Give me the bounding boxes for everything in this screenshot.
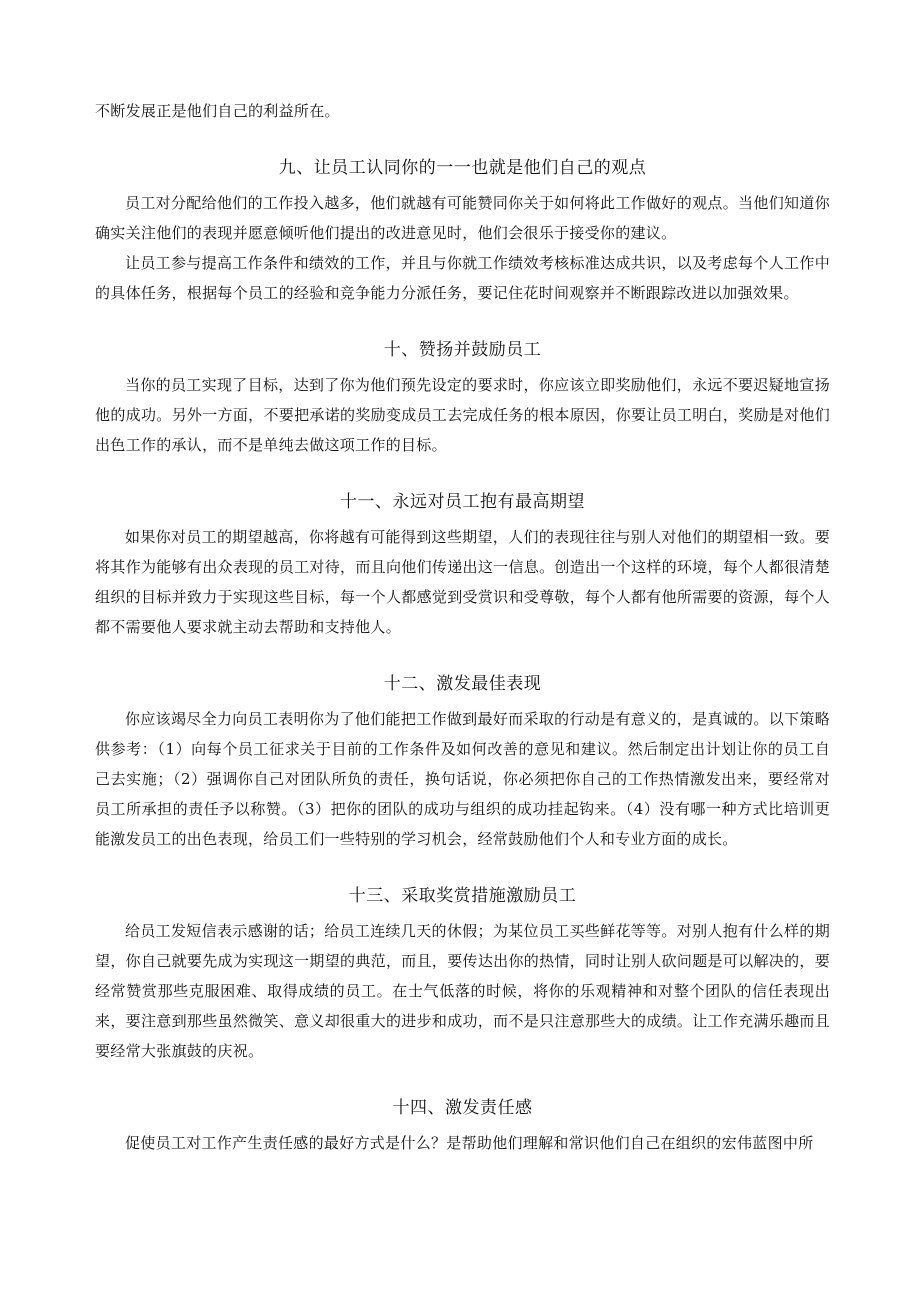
body-paragraph: 员工对分配给他们的工作投入越多，他们就越有可能赞同你关于如何将此工作做好的观点。当他们知道你确实关注他们的表现并愿意倾听他们提出的改进意见时，他们会很乐于接受你的建议。 [95, 194, 830, 242]
body-paragraph: 你应该竭尽全力向员工表明你为了他们能把工作做到最好而采取的行动是有意义的，是真诚的。以下策略供参考：（1）向每个员工征求关于目前的工作条件及如何改善的意见和建议。然后制定出计划让你的员工自己去实施；（2）强调你自己对团队所负的责任，换句话说，你必须把你自己的工作热情激发出来，要经常对员工所承担的责任予以称赞。（3）把你的团队的成功与组织的成功挂起钩来。（4）没有哪一种方式比培训更能激发员工的出色表现，给员工们一些特别的学习机会，经常鼓励他们个人和专业方面的成长。 [95, 710, 830, 848]
section-heading: 九、让员工认同你的一一也就是他们自己的观点 [278, 158, 647, 178]
section-heading: 十、赞扬并鼓励员工 [383, 340, 542, 360]
section-10 [95, 308, 830, 460]
section-13 [95, 854, 830, 1066]
section-9 [95, 126, 830, 308]
document-page [95, 96, 830, 1158]
body-paragraph: 当你的员工实现了目标，达到了你为他们预先设定的要求时，你应该立即奖励他们，永远不要迟疑地宣扬他的成功。另外一方面，不要把承诺的奖励变成员工去完成任务的根本原因，你要让员工明白，奖励是对他们出色工作的承认，而不是单纯去做这项工作的目标。 [95, 376, 830, 454]
section-14 [95, 1066, 830, 1158]
section-11 [95, 460, 830, 642]
section-heading: 十二、激发最佳表现 [383, 674, 542, 694]
body-paragraph: 给员工发短信表示感谢的话；给员工连续几天的休假；为某位员工买些鲜花等等。对别人抱有什么样的期望，你自己就要先成为实现这一期望的典范，而且，要传达出你的热情，同时让别人砍问题是可以解决的，要经常赞赏那些克服困难、取得成绩的员工。在士气低落的时候，将你的乐观精神和对整个团队的信任表现出来，要注意到那些虽然微笑、意义却很重大的进步和成功，而不是只注意那些大的成绩。让工作充满乐趣而且要经常大张旗鼓的庆祝。 [95, 922, 830, 1060]
section-12 [95, 642, 830, 854]
body-paragraph: 让员工参与提高工作条件和绩效的工作，并且与你就工作绩效考核标准达成共识，以及考虑每个人工作中的具体任务，根据每个员工的经验和竞争能力分派任务，要记住花时间观察并不断跟踪改进以加强效果。 [95, 254, 830, 302]
section-heading: 十三、采取奖赏措施激励员工 [348, 886, 577, 906]
section-heading: 十四、激发责任感 [392, 1098, 533, 1118]
section-heading: 十一、永远对员工抱有最高期望 [340, 492, 585, 512]
body-paragraph: 促使员工对工作产生责任感的最好方式是什么？是帮助他们理解和常识他们自己在组织的宏伟蓝图中所 [125, 1134, 814, 1152]
opening-paragraph: 不断发展正是他们自己的利益所在。 [95, 102, 340, 120]
body-paragraph: 如果你对员工的期望越高，你将越有可能得到这些期望，人们的表现往往与别人对他们的期望相一致。要将其作为能够有出众表现的员工对待，而且向他们传递出这一信息。创造出一个这样的环境，每个人都很清楚组织的目标并致力于实现这些目标，每一个人都感觉到受赏识和受尊敬，每个人都有他所需要的资源，每个人都不需要他人要求就主动去帮助和支持他人。 [95, 528, 830, 636]
